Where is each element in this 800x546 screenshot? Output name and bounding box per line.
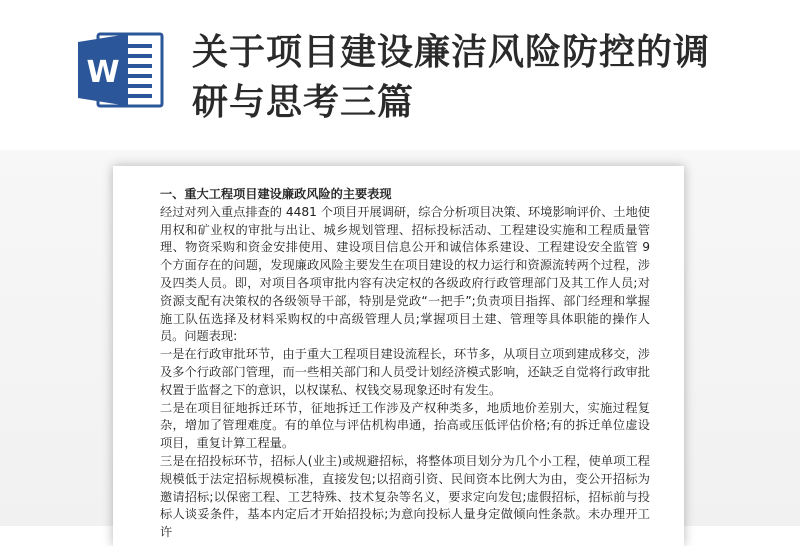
paragraph-one: 一是在行政审批环节，由于重大工程项目建设流程长，环节多，从项目立项到建成移交，涉及多个行政部门管理，而一些相关部门和人员受计划经济模式影响，还缺乏自觉将行政审批权置于监督之下的意识，以权谋私、权钱交易现象还时有发生。 xyxy=(160,347,650,397)
header xyxy=(0,0,800,160)
word-icon-letter: W xyxy=(86,55,120,90)
document-page xyxy=(113,166,684,546)
document-body xyxy=(160,186,650,542)
paragraph-intro: 经过对列入重点排查的 4481 个项目开展调研，综合分析项目决策、环境影响评价、土地使用权和矿业权的审批与出让、城乡规划管理、招标投标活动、工程建设实施和工程质量管理、物资采购和资金安排使用、建设项目信息公开和诚信体系建设、工程建设安全监管 9 个方面存在的问题，发现廉政风险主要发生在项目建设的权力运行和资源流转两个过程，涉及四类人员。即，对项目各项审批内容有决定权的各级政府行政管理部门及其工作人员;对资源支配有决策权的各级领导干部，特别是党政“一把手”;负责项目指挥、部门经理和掌握施工队伍选择及材料采购权的中高级管理人员;掌握项目土建、管理等具体职能的操作人员。问题表现: xyxy=(160,204,650,344)
paragraph-two: 二是在项目征地拆迁环节，征地拆迁工作涉及产权种类多，地质地价差别大，实施过程复杂，增加了管理难度。有的单位与评估机构串通，抬高或压低评估价格;有的拆迁单位虚设项目，重复计算工程量。 xyxy=(160,400,650,451)
word-document-icon xyxy=(78,32,166,108)
page-title xyxy=(192,28,752,128)
paragraph-three: 三是在招投标环节，招标人(业主)或规避招标，将整体项目划分为几个小工程，使单项工程规模低于法定招标规模标准，直接发包;以招商引资、民间资本比例大为由，变公开招标为邀请招标;以保密工程、工艺特殊、技术复杂等名义，要求定向发包;虚假招标，招标前与投标人谈妥条件，基本内定后才开始招投标;为意向投标人量身定做倾向性条款。未办理开工许 xyxy=(160,453,650,540)
title-line-1: 关于项目建设廉洁风险防控的调 xyxy=(192,32,711,73)
section-heading: 一、重大工程项目建设廉政风险的主要表现 xyxy=(160,187,392,201)
title-line-2: 研与思考三篇 xyxy=(192,82,415,123)
